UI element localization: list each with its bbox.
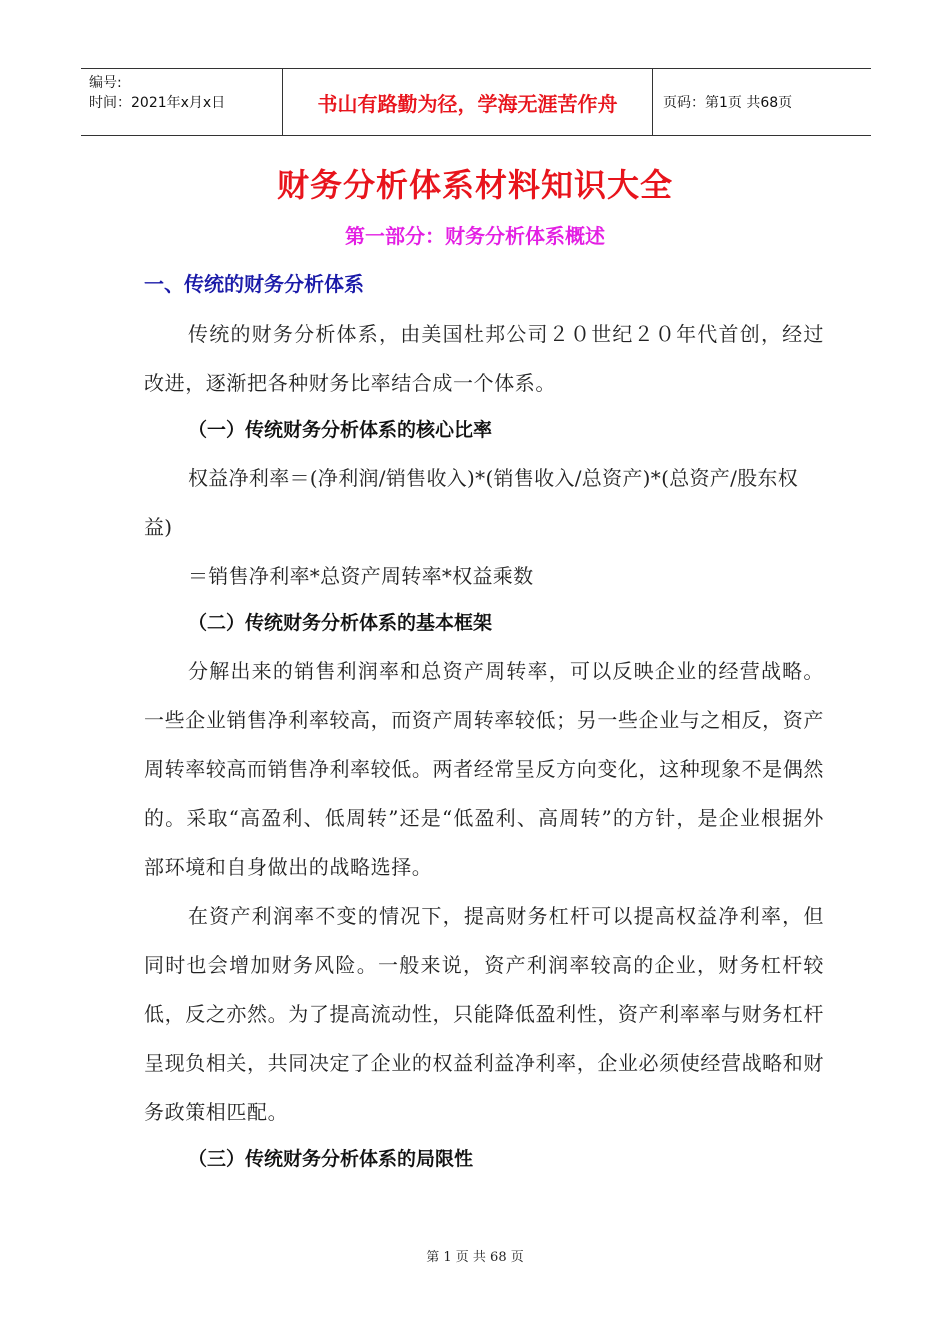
formula-line-2: ＝销售净利率*总资产周转率*权益乘数 (188, 564, 534, 588)
document-subtitle: 第一部分：财务分析体系概述 (345, 224, 605, 248)
header-motto: 书山有路勤为径，学海无涯苦作舟 (283, 69, 653, 135)
intro-paragraph: 传统的财务分析体系，由美国杜邦公司２０世纪２０年代首创，经过改进，逐渐把各种财务比率结合成一个体系。 (144, 322, 824, 395)
formula-line-1: 权益净利率＝(净利润/销售收入)*(销售收入/总资产)*(总资产/股东权益) (144, 466, 799, 539)
subsection-heading-framework: （二）传统财务分析体系的基本框架 (188, 612, 493, 634)
time-label: 时间：2021年x月x日 (89, 95, 226, 111)
document-body (144, 268, 824, 1183)
document-title: 财务分析体系材料知识大全 (276, 166, 673, 204)
subsection-heading-core-ratio: （一）传统财务分析体系的核心比率 (188, 419, 493, 441)
header-page-info: 页码：第1页 共68页 (663, 95, 793, 111)
page-footer: 第 1 页 共 68 页 (426, 1250, 524, 1265)
subsection-heading-limitations: （三）传统财务分析体系的局限性 (188, 1148, 474, 1170)
header-table (81, 68, 871, 136)
framework-paragraph-1: 分解出来的销售利润率和总资产周转率，可以反映企业的经营战略。一些企业销售净利率较高，而资产周转率较低；另一些企业与之相反，资产周转率较高而销售净利率较低。两者经常呈反方向变化，这种现象不是偶然的。采取“高盈利、低周转”还是“低盈利、高周转”的方针，是企业根据外部环境和自身做出的战略选择。 (144, 659, 824, 879)
framework-paragraph-2: 在资产利润率不变的情况下，提高财务杠杆可以提高权益净利率，但同时也会增加财务风险。一般来说，资产利润率较高的企业，财务杠杆较低，反之亦然。为了提高流动性，只能降低盈利性，资产利率率与财务杠杆呈现负相关，共同决定了企业的权益利益净利率，企业必须使经营战略和财务政策相匹配。 (144, 904, 824, 1124)
section-heading: 一、传统的财务分析体系 (144, 272, 364, 296)
header-meta-cell (81, 69, 283, 135)
number-label: 编号: (89, 75, 122, 91)
